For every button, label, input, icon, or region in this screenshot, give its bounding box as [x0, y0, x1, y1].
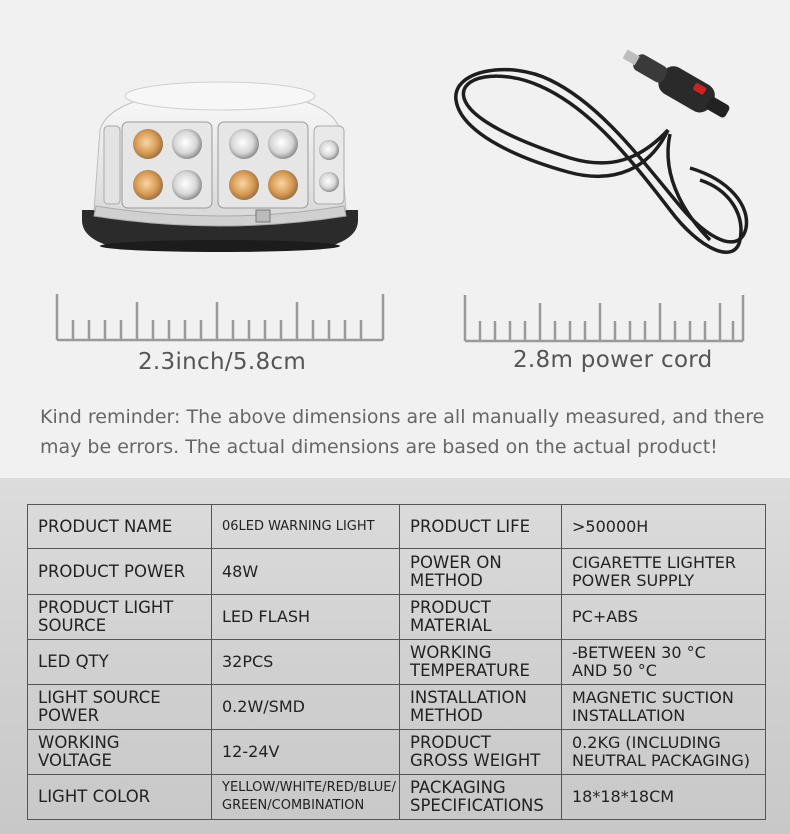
- spec-table: [27, 504, 766, 820]
- spec-label-cell: LIGHT SOURCE POWER: [28, 685, 212, 730]
- spec-value-cell: 32PCS: [212, 640, 400, 685]
- cord-length-ruler: [463, 293, 745, 343]
- spec-value-cell: 06LED WARNING LIGHT: [212, 505, 400, 549]
- measurement-reminder: Kind reminder: The above dimensions are all manually measured, and there may be errors. The actual dimensions are based on the actual product!: [40, 406, 765, 458]
- spec-row: [28, 640, 766, 685]
- spec-label-cell: PRODUCT MATERIAL: [400, 595, 562, 640]
- spec-label-cell: WORKING VOLTAGE: [28, 730, 212, 775]
- spec-label-cell: PRODUCT LIFE: [400, 505, 562, 549]
- spec-row: [28, 595, 766, 640]
- spec-value-cell: PC+ABS: [562, 595, 766, 640]
- spec-row: [28, 549, 766, 595]
- spec-row: [28, 685, 766, 730]
- spec-value-cell: 12-24V: [212, 730, 400, 775]
- spec-value-cell: 0.2KG (INCLUDING NEUTRAL PACKAGING): [562, 730, 766, 775]
- spec-label-cell: PRODUCT NAME: [28, 505, 212, 549]
- spec-value-cell: -BETWEEN 30 °C AND 50 °C: [562, 640, 766, 685]
- height-ruler: [55, 292, 385, 342]
- spec-value-cell: LED FLASH: [212, 595, 400, 640]
- spec-label-cell: INSTALLATION METHOD: [400, 685, 562, 730]
- spec-label-cell: POWER ON METHOD: [400, 549, 562, 595]
- spec-label-cell: WORKING TEMPERATURE: [400, 640, 562, 685]
- warning-light-image: [70, 60, 370, 270]
- spec-value-cell: 48W: [212, 549, 400, 595]
- spec-value-cell: 0.2W/SMD: [212, 685, 400, 730]
- spec-row: [28, 730, 766, 775]
- spec-value-cell: YELLOW/WHITE/RED/BLUE/ GREEN/COMBINATION: [212, 775, 400, 820]
- spec-value-cell: 18*18*18CM: [562, 775, 766, 820]
- spec-row: [28, 775, 766, 820]
- spec-label-cell: PACKAGING SPECIFICATIONS: [400, 775, 562, 820]
- height-dimension-label: 2.3inch/5.8cm: [138, 349, 307, 375]
- spec-label-cell: LED QTY: [28, 640, 212, 685]
- spec-label-cell: PRODUCT GROSS WEIGHT: [400, 730, 562, 775]
- spec-table-body: [28, 505, 766, 820]
- power-cord-image: [440, 40, 760, 280]
- spec-label-cell: PRODUCT POWER: [28, 549, 212, 595]
- spec-value-cell: CIGARETTE LIGHTER POWER SUPPLY: [562, 549, 766, 595]
- spec-value-cell: MAGNETIC SUCTION INSTALLATION: [562, 685, 766, 730]
- spec-label-cell: PRODUCT LIGHT SOURCE: [28, 595, 212, 640]
- spec-row: [28, 505, 766, 549]
- spec-value-cell: >50000H: [562, 505, 766, 549]
- spec-label-cell: LIGHT COLOR: [28, 775, 212, 820]
- cord-length-label: 2.8m power cord: [513, 347, 713, 373]
